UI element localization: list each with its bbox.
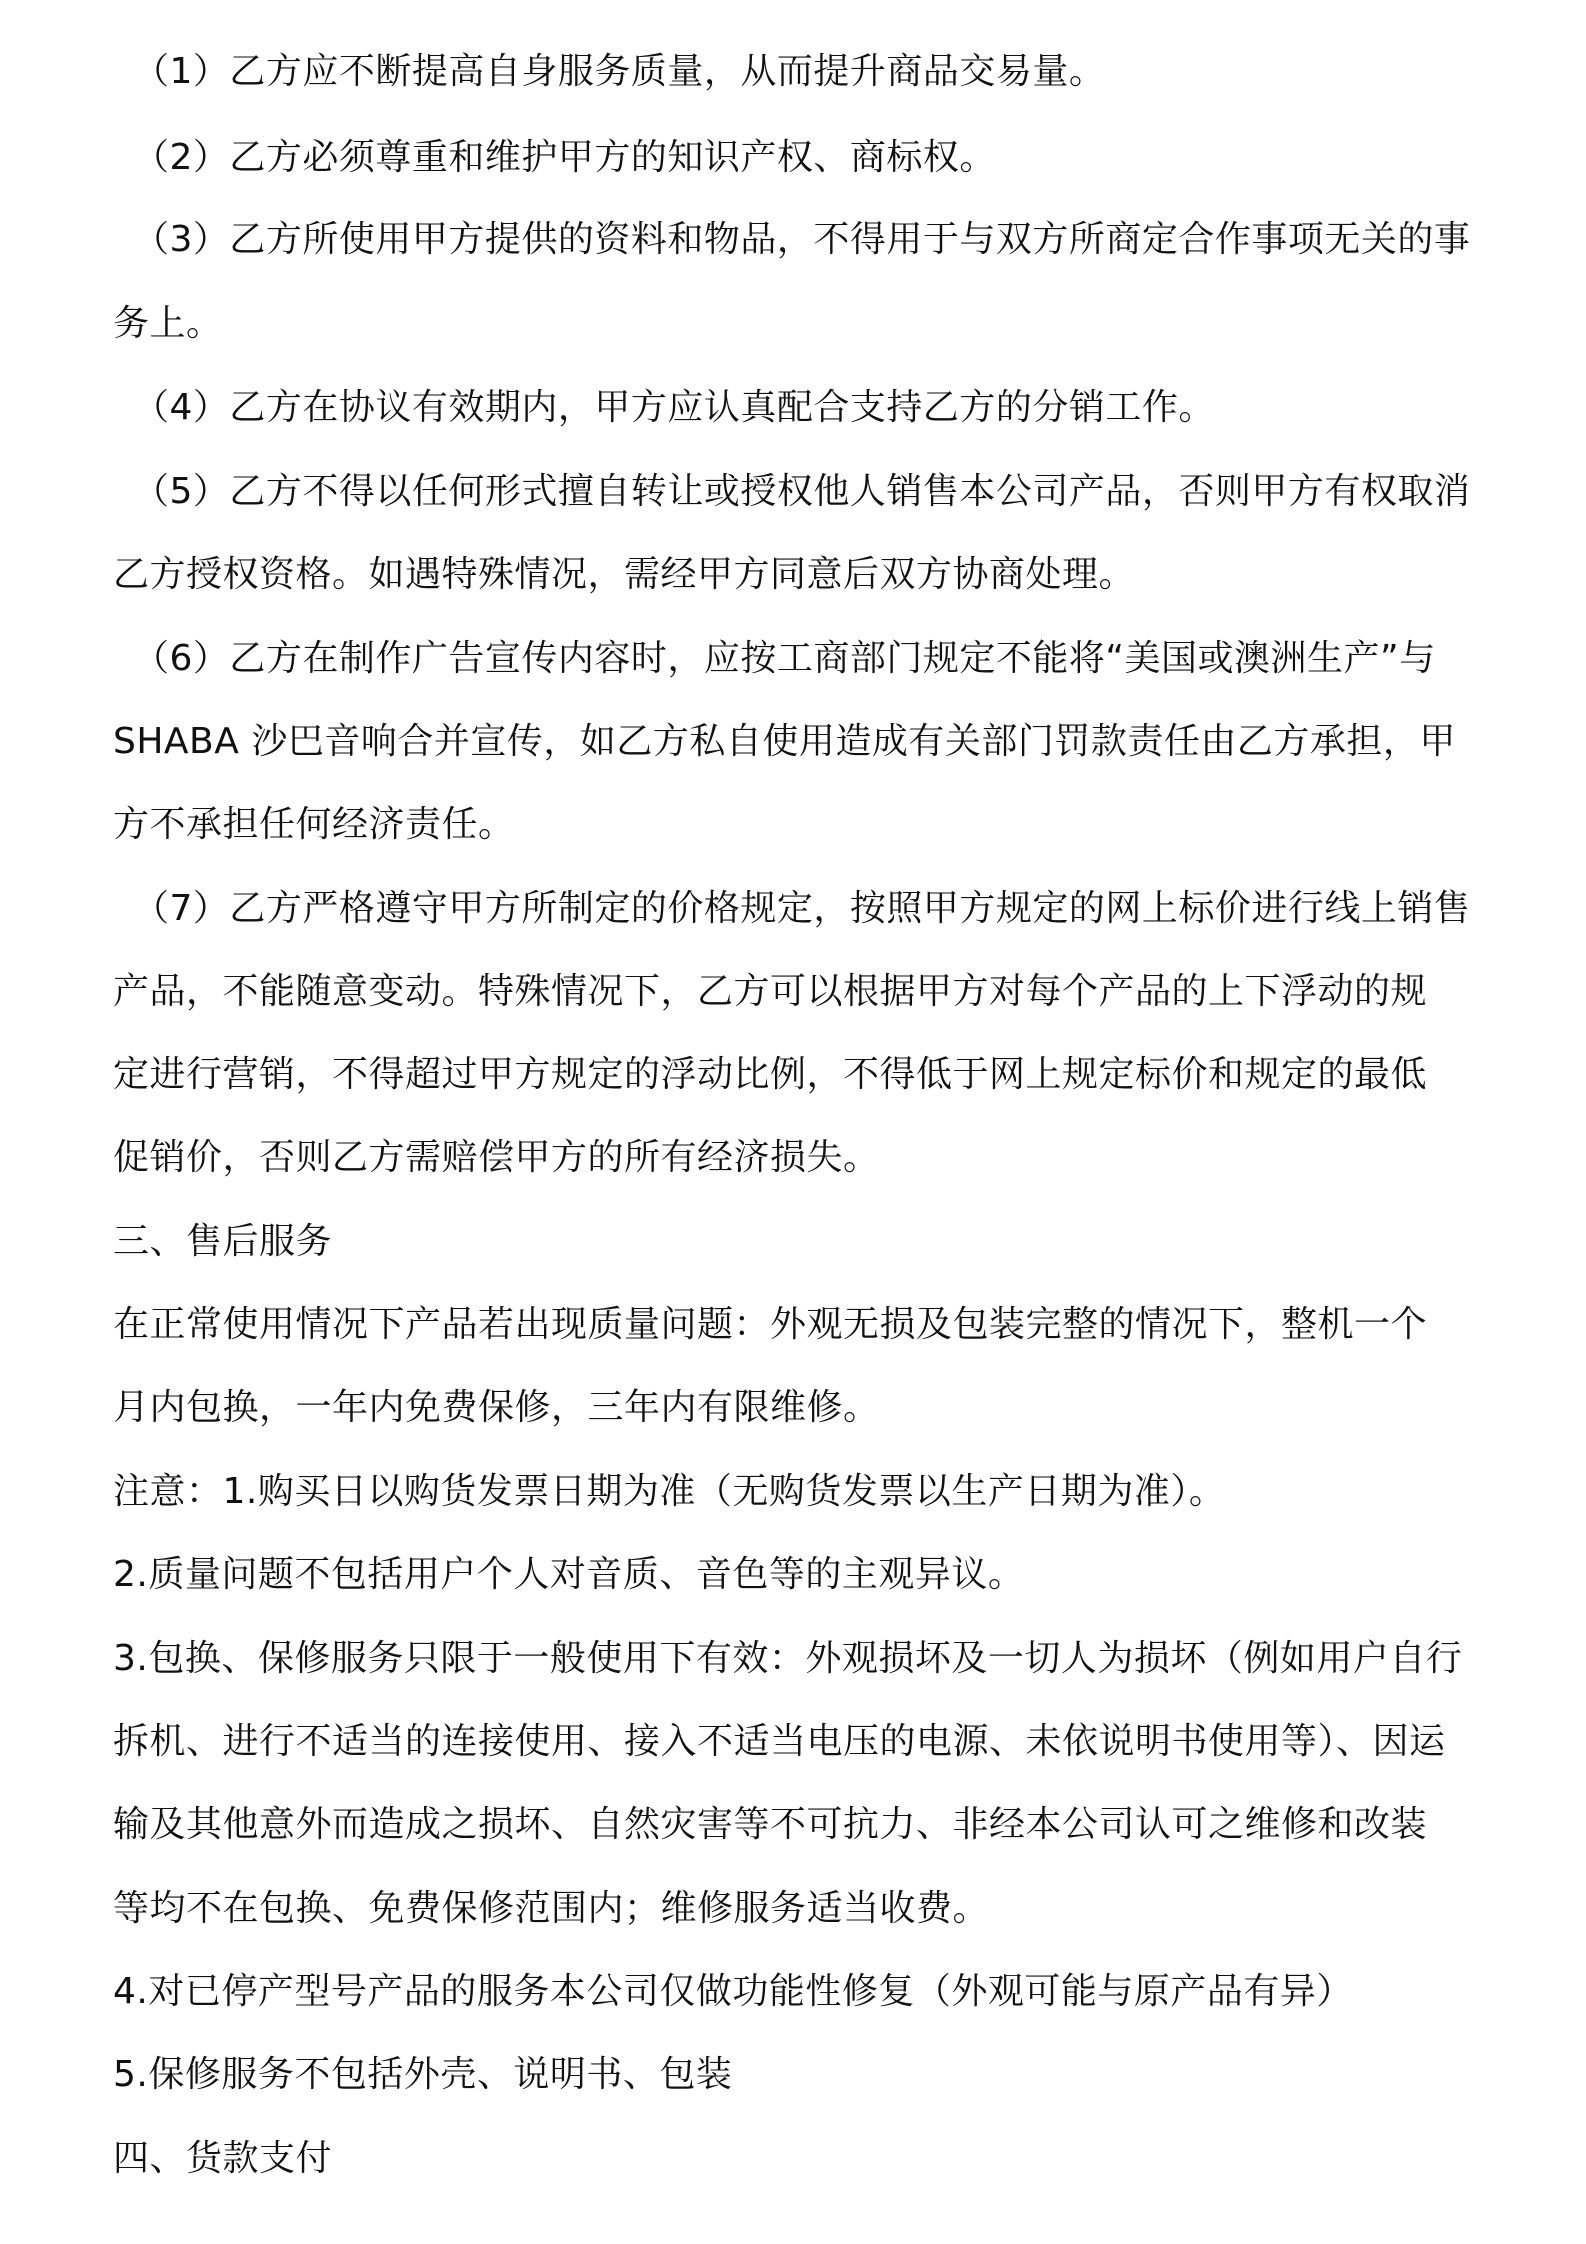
clause-6-line-3: 方不承担任何经济责任。 <box>113 804 515 845</box>
clause-7-line-4: 促销价，否则乙方需赔偿甲方的所有经济损失。 <box>113 1137 880 1178</box>
note-3-line-2: 拆机、进行不适当的连接使用、接入不适当电压的电源、未依说明书使用等）、因运 <box>113 1721 1446 1762</box>
clause-6-line-1: （6）乙方在制作广告宣传内容时，应按工商部门规定不能将“美国或澳洲生产”与 <box>133 638 1436 679</box>
clause-7-line-2: 产品，不能随意变动。特殊情况下，乙方可以根据甲方对每个产品的上下浮动的规 <box>113 971 1428 1012</box>
note-3-line-3: 输及其他意外而造成之损坏、自然灾害等不可抗力、非经本公司认可之维修和改装 <box>113 1804 1428 1845</box>
note-5: 5.保修服务不包括外壳、说明书、包装 <box>113 2054 733 2095</box>
note-1: 注意：1.购买日以购货发票日期为准（无购货发票以生产日期为准）。 <box>113 1471 1226 1512</box>
clause-2-line-1: （2）乙方必须尊重和维护甲方的知识产权、商标权。 <box>133 137 996 178</box>
after-sales-line-2: 月内包换，一年内免费保修，三年内有限维修。 <box>113 1387 880 1428</box>
after-sales-line-1: 在正常使用情况下产品若出现质量问题：外观无损及包装完整的情况下，整机一个 <box>113 1304 1428 1345</box>
clause-7-line-1: （7）乙方严格遵守甲方所制定的价格规定，按照甲方规定的网上标价进行线上销售 <box>133 888 1471 929</box>
note-2: 2.质量问题不包括用户个人对音质、音色等的主观异议。 <box>113 1554 1025 1595</box>
clause-3-line-2: 务上。 <box>113 303 223 344</box>
clause-4-line-1: （4）乙方在协议有效期内，甲方应认真配合支持乙方的分销工作。 <box>133 387 1215 428</box>
clause-3-line-1: （3）乙方所使用甲方提供的资料和物品，不得用于与双方所商定合作事项无关的事 <box>133 219 1471 260</box>
clause-1-line-1: （1）乙方应不断提高自身服务质量，从而提升商品交易量。 <box>133 51 1106 92</box>
note-3-line-1: 3.包换、保修服务只限于一般使用下有效：外观损坏及一切人为损坏（例如用户自行 <box>113 1638 1463 1679</box>
clause-7-line-3: 定进行营销，不得超过甲方规定的浮动比例，不得低于网上规定标价和规定的最低 <box>113 1054 1428 1095</box>
note-4: 4.对已停产型号产品的服务本公司仅做功能性修复（外观可能与原产品有异） <box>113 1971 1353 2012</box>
clause-5-line-1: （5）乙方不得以任何形式擅自转让或授权他人销售本公司产品，否则甲方有权取消 <box>133 471 1471 512</box>
section-heading-after-sales: 三、售后服务 <box>113 1221 333 1262</box>
clause-6-line-2: SHABA 沙巴音响合并宣传，如乙方私自使用造成有关部门罚款责任由乙方承担，甲 <box>113 721 1456 762</box>
section-heading-payment: 四、货款支付 <box>113 2138 333 2179</box>
note-3-line-4: 等均不在包换、免费保修范围内；维修服务适当收费。 <box>113 1888 990 1929</box>
clause-5-line-2: 乙方授权资格。如遇特殊情况，需经甲方同意后双方协商处理。 <box>113 554 1136 595</box>
